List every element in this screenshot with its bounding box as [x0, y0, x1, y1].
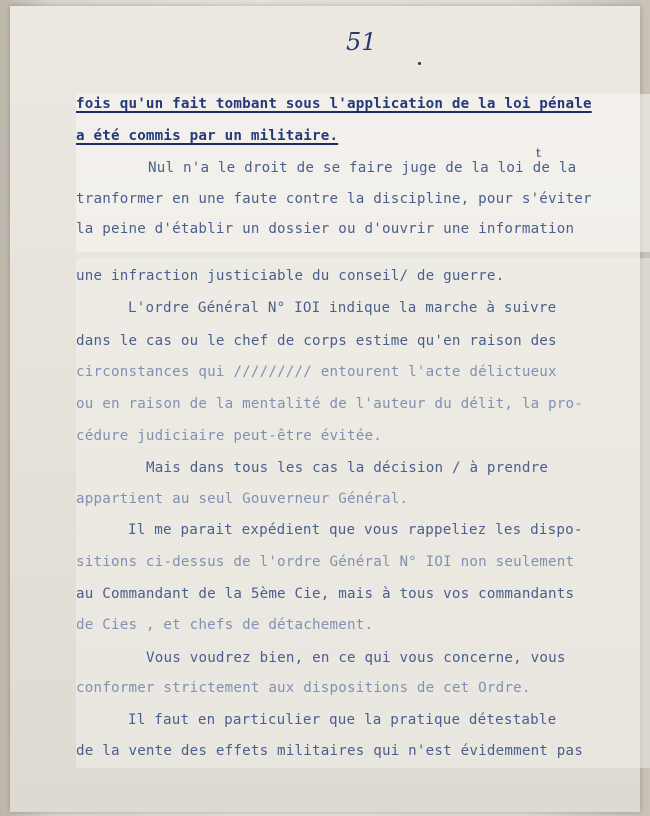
text-line-10: ou en raison de la mentalité de l'auteur du délit, la pro- — [76, 396, 584, 412]
text-line-5: la peine d'établir un dossier ou d'ouvrir une information — [76, 221, 575, 237]
text-line-2: a été commis par un militaire. — [76, 128, 339, 144]
text-line-19: conformer strictement aux dispositions de cet Ordre. — [76, 680, 531, 696]
page-number: 51 — [346, 28, 377, 56]
text-line-18: Vous voudrez bien, en ce qui vous concerne, vous — [146, 650, 566, 666]
text-line-11: cédure judiciaire peut-être évitée. — [76, 428, 382, 444]
text-line-7: L'ordre Général N° IOI indique la marche à suivre — [128, 300, 557, 316]
correction-mark: t — [536, 146, 541, 160]
ink-dot — [418, 62, 421, 65]
text-line-9: circonstances qui ///////// entourent l'acte délictueux — [76, 364, 557, 380]
text-line-20: Il faut en particulier que la pratique détestable — [128, 712, 557, 728]
text-line-12: Mais dans tous les cas la décision / à prendre — [146, 460, 549, 476]
text-line-16: au Commandant de la 5ème Cie, mais à tous vos commandants — [76, 586, 575, 602]
text-line-8: dans le cas ou le chef de corps estime qu'en raison des — [76, 333, 557, 349]
text-line-4: tranformer en une faute contre la discipline, pour s'éviter — [76, 191, 592, 207]
text-line-6: une infraction justiciable du conseil/ de guerre. — [76, 268, 505, 284]
text-line-15: sitions ci-dessus de l'ordre Général N° IOI non seulement — [76, 554, 575, 570]
text-line-3: Nul n'a le droit de se faire juge de la loi de la — [148, 160, 577, 176]
text-line-1: fois qu'un fait tombant sous l'application de la loi pénale — [76, 96, 592, 112]
text-line-14: Il me parait expédient que vous rappeliez les dispo- — [128, 522, 583, 538]
text-line-13: appartient au seul Gouverneur Général. — [76, 491, 409, 507]
text-line-17: de Cies , et chefs de détachement. — [76, 617, 374, 633]
text-line-21: de la vente des effets militaires qui n'est évidemment pas — [76, 743, 584, 759]
